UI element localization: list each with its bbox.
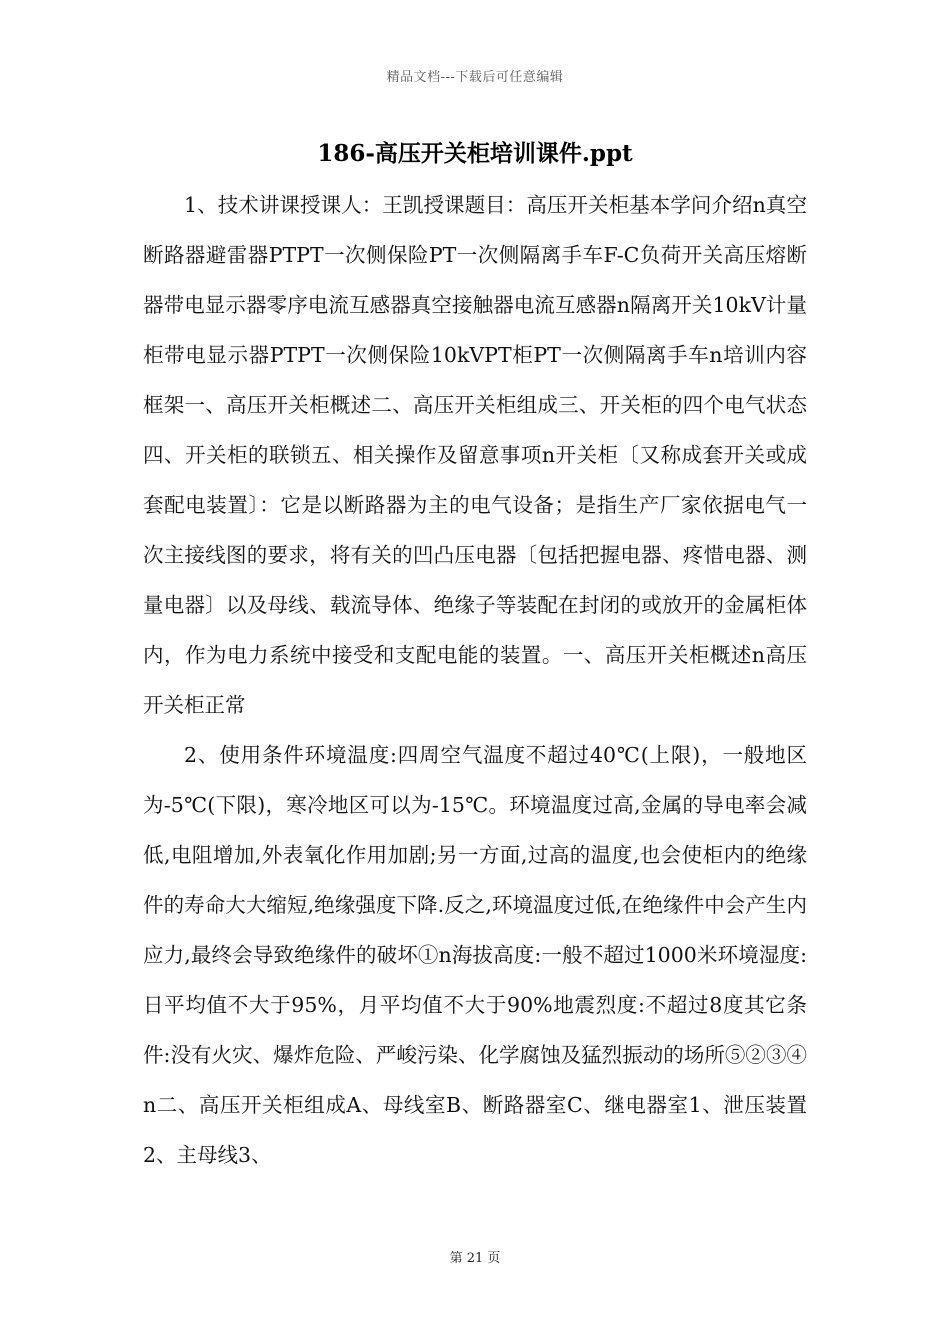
- paragraph-2: 2、使用条件环境温度:四周空气温度不超过40℃(上限)，一般地区为-5℃(下限)，寒冷地区可以为-15℃。环境温度过高,金属的导电率会减低,电阻增加,外表氧化作用加剧;另一方面,过高的温度,也会使柜内的绝缘件的寿命大大缩短,绝缘强度下降.反之,环境温度过低,在绝缘件中会产生内应力,最终会导致绝缘件的破坏①n海拔高度:一般不超过1000米环境湿度:日平均值不大于95%，月平均值不大于90%地震烈度:不超过8度其它条件:没有火灾、爆炸危险、严峻污染、化学腐蚀及猛烈振动的场所⑤②③④n二、高压开关柜组成A、母线室B、断路器室C、继电器室1、泄压装置2、主母线3、: [143, 743, 807, 1167]
- document-title: 186-高压开关柜培训课件.ppt: [317, 140, 633, 167]
- header-note: 精品文档---下载后可任意编辑: [386, 70, 564, 85]
- paragraph-1: 1、技术讲课授课人：王凯授课题目：高压开关柜基本学问介绍n真空断路器避雷器PTPT一次侧保险PT一次侧隔离手车F-C负荷开关高压熔断器带电显示器零序电流互感器真空接触器电流互感器n隔离开关10kV计量柜带电显示器PTPT一次侧保险10kVPT柜PT一次侧隔离手车n培训内容框架一、高压开关柜概述二、高压开关柜组成三、开关柜的四个电气状态四、开关柜的联锁五、相关操作及留意事项n开关柜〔又称成套开关或成套配电装置〕：它是以断路器为主的电气设备；是指生产厂家依据电气一次主接线图的要求，将有关的凹凸压电器〔包括把握电器、疼惜电器、测量电器〕以及母线、载流导体、绝缘子等装配在封闭的或放开的金属柜体内，作为电力系统中接受和支配电能的装置。一、高压开关柜概述n高压开关柜正常: [143, 193, 807, 717]
- document-body: [143, 180, 807, 1180]
- page-number: 第 21 页: [449, 1251, 501, 1266]
